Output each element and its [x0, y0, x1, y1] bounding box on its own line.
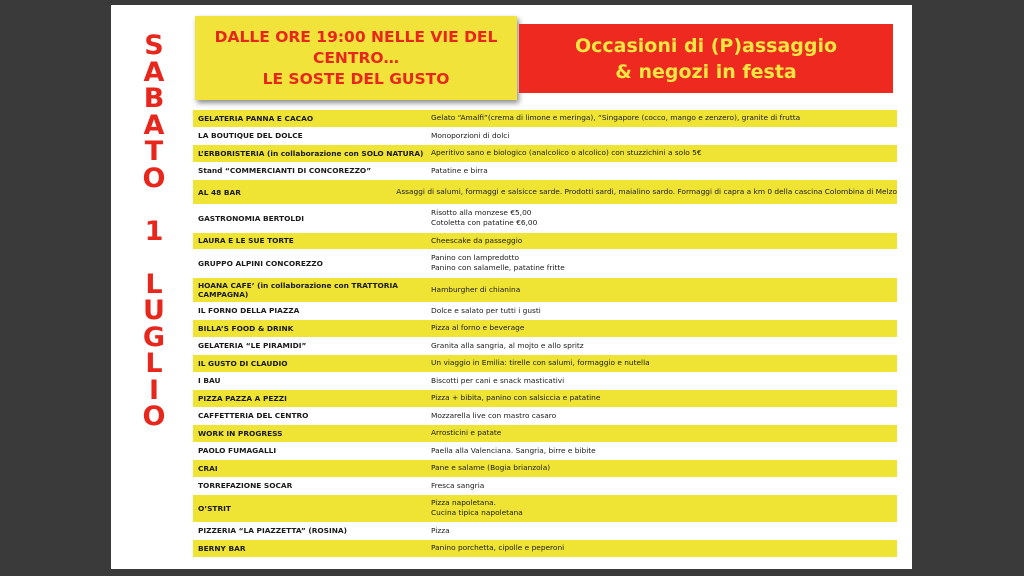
table-row: [193, 303, 897, 321]
vendor-offer-line: Paella alla Valenciana. Sangria, birre e bibite: [431, 445, 596, 455]
vendor-offer-line: Aperitivo sano e biologico (analcolico o alcolico) con stuzzichini a solo 5€: [431, 148, 702, 158]
vendor-offer: [426, 543, 897, 553]
vendor-name: BERNY BAR: [198, 543, 246, 553]
vendor-offer: [426, 481, 897, 491]
table-row: [193, 233, 897, 251]
vendor-offer: [391, 187, 897, 197]
vendor-name: PAOLO FUMAGALLI: [198, 446, 277, 456]
vendor-offer-line: Pizza: [431, 525, 450, 535]
vendor-offer: [426, 306, 897, 316]
vendor-name: LAURA E LE SUE TORTE: [198, 236, 294, 246]
vendor-offer-line: Pizza + bibita, panino con salsiccia e patatine: [431, 393, 601, 403]
vendor-table: [193, 110, 897, 558]
vendor-offer-line: Pane e salame (Bogia brianzola): [431, 463, 551, 473]
table-row: [193, 495, 897, 523]
vendor-offer-line: Mozzarella live con mastro casaro: [431, 410, 557, 420]
vendor-offer-line: Dolce e salato per tutti i gusti: [431, 305, 541, 315]
table-row: [193, 205, 897, 233]
vendor-offer: [426, 526, 897, 536]
vertical-date-text: [135, 30, 173, 432]
vertical-letter: L: [145, 348, 163, 379]
event-time-line-2: CENTRO…: [312, 48, 400, 67]
table-row: [193, 540, 897, 558]
vendor-offer-line: Cotoletta con patatine €6,00: [431, 218, 538, 228]
vendor-offer: [426, 376, 897, 386]
vendor-offer: [426, 341, 897, 351]
slide: [111, 5, 912, 569]
vertical-letter: L: [145, 268, 163, 300]
vertical-letter: S: [144, 30, 164, 61]
vendor-name: L’ERBORISTERIA (in collaborazione con SOLO NATURA): [198, 148, 424, 158]
vendor-offer: [426, 208, 897, 228]
vertical-letter: O: [142, 162, 166, 194]
event-title-box: [519, 24, 893, 93]
vendor-offer: [426, 463, 897, 473]
vendor-offer-line: Un viaggio in Emilia: tirelle con salumi, formaggio e nutella: [431, 358, 650, 368]
vendor-name: O’STRIT: [198, 503, 231, 513]
vendor-offer-line: Panino con lampredotto: [431, 253, 519, 263]
vendor-offer-line: Cheescake da passeggio: [431, 235, 523, 245]
vendor-offer-line: Pizza napoletana.: [431, 498, 496, 508]
vendor-offer-line: Arrosticini e patate: [431, 428, 502, 438]
vendor-offer-line: Pizza al forno e beverage: [431, 323, 525, 333]
vertical-letter: B: [143, 83, 165, 114]
vendor-name: CRAI: [198, 463, 218, 473]
event-time-box: [195, 16, 517, 100]
vendor-offer-line: Hamburgher di chianina: [431, 284, 521, 294]
vendor-name: PIZZA PAZZA A PEZZI: [198, 393, 287, 403]
vendor-offer: [426, 428, 897, 438]
table-row: [193, 163, 897, 181]
event-time-line-1: DALLE ORE 19:00 NELLE VIE DEL: [214, 27, 498, 46]
table-row: [193, 408, 897, 426]
table-row: [193, 145, 897, 163]
table-row: [193, 478, 897, 496]
vendor-offer: [426, 166, 897, 176]
vendor-offer-line: Fresca sangria: [431, 480, 485, 490]
vendor-name: GELATERIA “LE PIRAMIDI”: [198, 341, 307, 351]
event-title-line-2: & negozi in festa: [615, 60, 797, 83]
table-row: [193, 355, 897, 373]
vendor-name: GASTRONOMIA BERTOLDI: [198, 213, 304, 223]
vendor-offer-line: Patatine e birra: [431, 165, 488, 175]
vendor-offer-line: Assaggi di salumi, formaggi e salsicce sarde. Prodotti sardi, maialino sardo. Formaggi di capra a km 0 della cascina Colombina di Melzo: [396, 187, 897, 196]
vendor-offer: [426, 358, 897, 368]
vendor-name: CAFFETTERIA DEL CENTRO: [198, 411, 309, 421]
table-row: [193, 373, 897, 391]
vendor-name: TORREFAZIONE SOCAR: [198, 481, 293, 491]
vendor-offer: [426, 393, 897, 403]
table-row: [193, 110, 897, 128]
vendor-name: PIZZERIA “LA PIAZZETTA” (ROSINA): [198, 526, 348, 536]
vendor-offer-line: Panino porchetta, cipolle e peperoni: [431, 543, 565, 553]
table-row: [193, 180, 897, 205]
table-row: [193, 250, 897, 278]
event-title-line-1: Occasioni di (P)assaggio: [574, 34, 838, 57]
vendor-offer-line: Panino con salamelle, patatine fritte: [431, 263, 565, 273]
vendor-offer: [426, 131, 897, 141]
vendor-name: GELATERIA PANNA E CACAO: [198, 113, 314, 123]
vendor-offer-line: Granita alla sangria, al mojto e allo spritz: [431, 340, 584, 350]
vertical-letter: T: [144, 136, 164, 167]
vertical-letter: O: [142, 401, 166, 432]
vertical-letter: U: [143, 295, 165, 326]
vendor-name: I BAU: [198, 376, 221, 386]
vendor-name: WORK IN PROGRESS: [198, 428, 283, 438]
table-row: [193, 390, 897, 408]
vendor-name: GRUPPO ALPINI CONCOREZZO: [198, 258, 323, 268]
vertical-letter: A: [143, 56, 165, 88]
vendor-name: Stand “COMMERCIANTI DI CONCOREZZO”: [198, 166, 372, 176]
event-time-line-3: LE SOSTE DEL GUSTO: [262, 69, 450, 88]
vendor-name: IL GUSTO DI CLAUDIO: [198, 358, 288, 368]
vendor-offer: [426, 323, 897, 333]
vertical-letter: A: [143, 109, 165, 141]
table-row: [193, 128, 897, 146]
vendor-offer: [426, 285, 897, 295]
table-row: [193, 425, 897, 443]
table-row: [193, 460, 897, 478]
vendor-offer-line: Cucina tipica napoletana: [431, 508, 523, 518]
table-row: [193, 278, 897, 303]
vendor-name: IL FORNO DELLA PIAZZA: [198, 306, 300, 316]
vendor-offer: [426, 253, 897, 273]
vendor-name: LA BOUTIQUE DEL DOLCE: [198, 131, 303, 141]
vendor-offer: [426, 446, 897, 456]
vendor-offer-line: Biscotti per cani e snack masticativi: [431, 375, 565, 385]
vendor-offer-line: Risotto alla monzese €5,00: [431, 208, 532, 218]
table-row: [193, 443, 897, 461]
vertical-letter: 1: [144, 215, 164, 247]
vendor-offer: [426, 148, 897, 158]
vertical-letter: I: [148, 374, 160, 406]
vertical-letter: G: [142, 321, 166, 353]
table-row: [193, 320, 897, 338]
vendor-offer: [426, 236, 897, 246]
vendor-name: AL 48 BAR: [198, 187, 241, 197]
table-row: [193, 338, 897, 356]
vendor-offer-line: Gelato “Amalfi”(crema di limone e meringa), “Singapore (cocco, mango e zenzero), granite di frutta: [431, 113, 801, 123]
vendor-offer: [426, 411, 897, 421]
vendor-name: BILLA’S FOOD & DRINK: [198, 323, 294, 333]
vendor-offer: [426, 113, 897, 123]
table-row: [193, 523, 897, 541]
vendor-offer: [426, 498, 897, 518]
vendor-offer-line: Monoporzioni di dolci: [431, 130, 510, 140]
vendor-name: HOANA CAFE’ (in collaborazione con TRATTORIA CAMPAGNA): [198, 280, 398, 299]
